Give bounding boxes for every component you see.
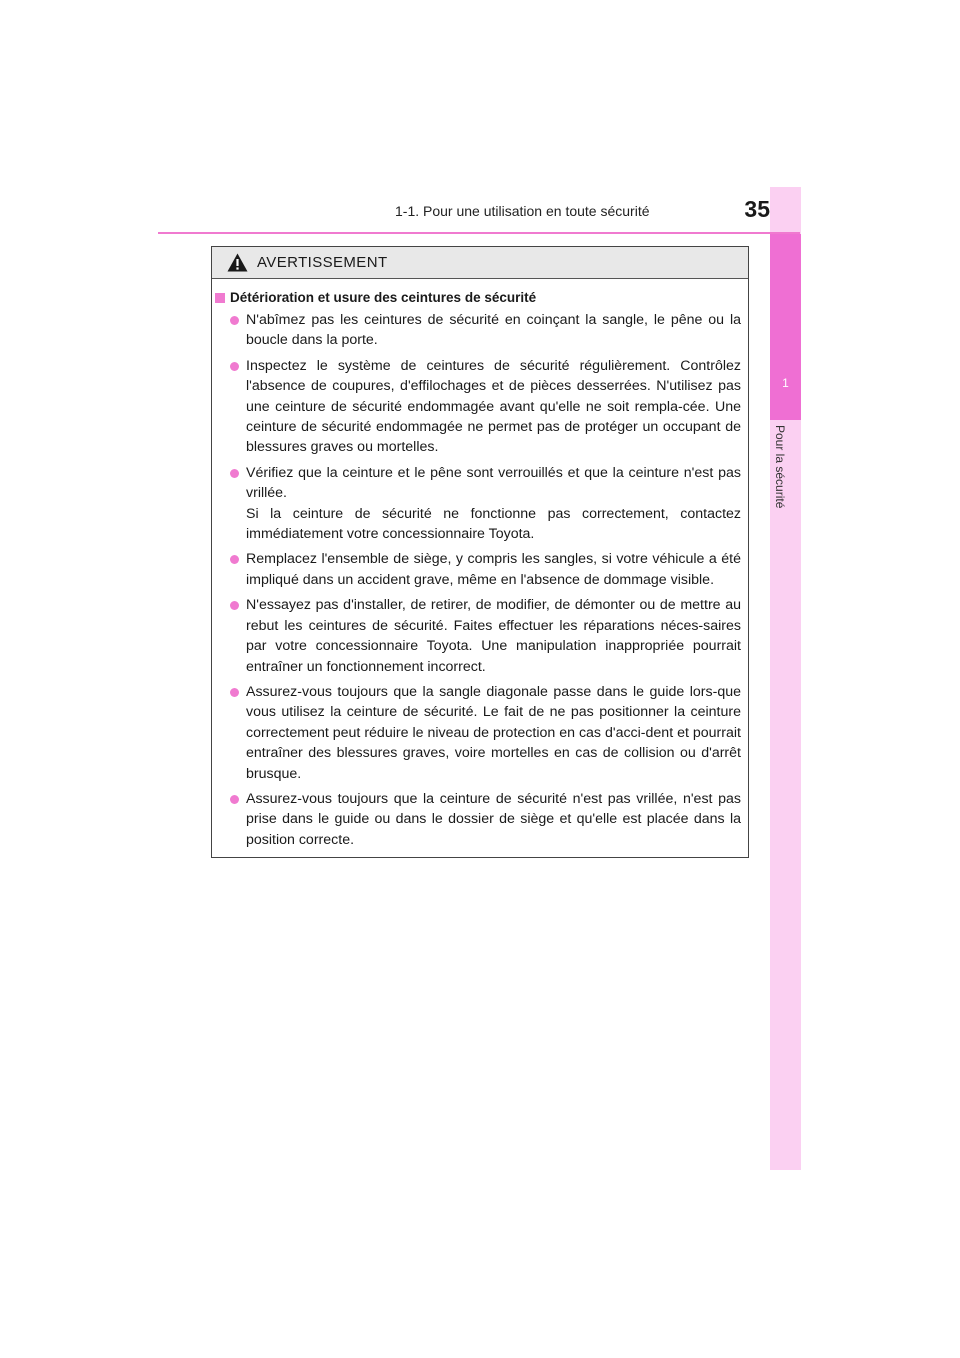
list-item-text: N'abîmez pas les ceintures de sécurité en coinçant la sangle, le pêne ou la boucle dans la porte. xyxy=(246,312,741,349)
bullet-dot-icon xyxy=(230,469,239,478)
header-rule xyxy=(158,232,800,234)
bullet-dot-icon xyxy=(230,601,239,610)
list-item xyxy=(215,789,741,850)
side-tab-active-chapter xyxy=(770,234,801,420)
list-item xyxy=(215,356,741,458)
list-item xyxy=(215,595,741,677)
list-item-text: Inspectez le système de ceintures de sécurité régulièrement. Contrôlez l'absence de coupures, d'effilochages et de pièces desserrées. N'utilisez pas une ceinture de sécurité endommagée avant qu'elle ne soit rempla-cée. Une ceinture de sécurité endommagée ne permet pas de protéger un occupant de blessures graves ou mortelles. xyxy=(246,357,741,456)
warning-list xyxy=(215,310,741,850)
bullet-dot-icon xyxy=(230,795,239,804)
section-heading xyxy=(215,290,741,305)
bullet-dot-icon xyxy=(230,688,239,697)
warning-header xyxy=(212,247,748,279)
page-number: 35 xyxy=(744,196,770,222)
bullet-dot-icon xyxy=(230,316,239,325)
bullet-dot-icon xyxy=(230,555,239,564)
square-bullet-icon xyxy=(215,293,225,303)
section-heading-text: Détérioration et usure des ceintures de sécurité xyxy=(230,290,537,305)
warning-triangle-icon xyxy=(227,253,248,272)
warning-box xyxy=(211,246,749,858)
list-item-text: Vérifiez que la ceinture et le pêne sont verrouillés et que la ceinture n'est pas vrillée. Si la ceinture de sécurité ne fonctionne pas correctement, contactez immédiatement votre concessionnaire Toyota. xyxy=(246,464,741,543)
section-title: 1-1. Pour une utilisation en toute sécurité xyxy=(395,203,650,219)
chapter-number: 1 xyxy=(782,376,789,390)
warning-body xyxy=(212,279,748,850)
list-item-text: Assurez-vous toujours que la ceinture de sécurité n'est pas vrillée, n'est pas prise dans le guide ou dans le dossier de siège et qu'elle est placée dans la position correcte. xyxy=(246,790,741,848)
chapter-title: Pour la sécurité xyxy=(773,425,787,509)
list-item xyxy=(215,310,741,351)
list-item-text: N'essayez pas d'installer, de retirer, de modifier, de démonter ou de mettre au rebut les ceintures de sécurité. Faites effectuer les réparations néces-saires par votre concessionnaire Toyota. Une manipulation inappropriée pourrait entraîner un fonctionnement incorrect. xyxy=(246,597,741,675)
list-item xyxy=(215,463,741,545)
list-item-text: Assurez-vous toujours que la sangle diagonale passe dans le guide lors-que vous utilisez la ceinture de sécurité. Le fait de ne pas positionner la ceinture correctement peut réduire le niveau de protection en cas d'acci-dent et pourrait entraîner des blessures graves, voire mortelles en cas de collision ou d'arrêt brusque. xyxy=(246,683,741,782)
bullet-dot-icon xyxy=(230,362,239,371)
warning-label: AVERTISSEMENT xyxy=(257,254,388,271)
list-item xyxy=(215,549,741,590)
list-item xyxy=(215,682,741,784)
list-item-text: Remplacez l'ensemble de siège, y compris les sangles, si votre véhicule a été impliqué dans un accident grave, même en l'absence de dommage visible. xyxy=(246,551,741,588)
